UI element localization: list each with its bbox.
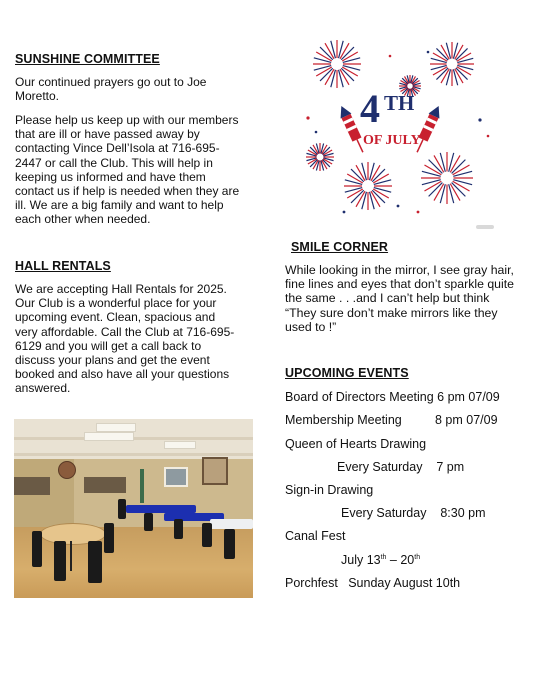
chair — [202, 523, 212, 547]
hall-photo — [14, 419, 253, 598]
event-membership-meeting: Membership Meeting — [285, 413, 402, 427]
ceiling-light — [164, 441, 196, 449]
firework-burst — [313, 40, 361, 88]
text-line: ill. We are a big family and want to help — [15, 198, 224, 213]
chair — [104, 523, 114, 553]
wall-window — [164, 467, 188, 487]
firework-ray — [453, 171, 472, 176]
text-line: keeping us informed and have them — [15, 169, 206, 184]
text-line: 6129 and you will get a call back to — [15, 338, 202, 353]
text-line: Please help us keep up with our members — [15, 113, 239, 127]
firework-ray — [449, 184, 454, 203]
flag-pole — [140, 469, 144, 503]
event-board-meeting: Board of Directors Meeting 6 pm 07/09 — [285, 390, 500, 404]
image-handle — [476, 225, 494, 229]
event-sign-in-drawing: Sign-in Drawing — [285, 483, 374, 497]
text-line: answered. — [15, 381, 71, 396]
wall-clock — [58, 461, 76, 479]
firework-ray — [449, 153, 454, 172]
smile-corner-heading: SMILE CORNER — [291, 240, 389, 254]
date-suffix: th — [414, 554, 421, 561]
text-line: We are accepting Hall Rentals for 2025. — [15, 282, 227, 296]
fourth-of-july-graphic — [300, 36, 500, 226]
event-sign-in-schedule: Every Saturday 8:30 pm — [341, 506, 486, 520]
hall-rentals-paragraph — [15, 282, 234, 396]
firework-burst — [306, 143, 334, 171]
firework-ray — [440, 184, 445, 203]
text-line: discuss your plans and get the event — [15, 353, 210, 368]
chair — [118, 499, 126, 519]
firework-ray — [422, 180, 441, 185]
text-line: fine lines and eyes that don’t sparkle quite — [285, 277, 515, 292]
event-membership-time: 8 pm 07/09 — [435, 413, 498, 427]
ceiling-beam — [14, 453, 253, 456]
chair — [88, 541, 102, 583]
firework-burst — [344, 162, 392, 210]
table-leg — [70, 541, 72, 571]
smile-corner-paragraph — [285, 263, 514, 334]
event-canal-fest-dates — [341, 553, 420, 567]
event-queen-of-hearts-schedule: Every Saturday 7 pm — [337, 460, 465, 474]
chair — [144, 513, 153, 531]
firework-burst — [430, 42, 474, 86]
text-line: contact us if help is needed when they are — [15, 184, 240, 199]
chair — [224, 529, 235, 559]
chair — [174, 519, 183, 539]
july-th: TH — [384, 91, 415, 115]
sunshine-heading: SUNSHINE COMMITTEE — [15, 52, 160, 66]
text-line: 2447 or call the Club. This will help in — [15, 155, 213, 170]
hall-rentals-heading: HALL RENTALS — [15, 259, 111, 273]
july-big-number: 4 — [360, 86, 380, 131]
fireworks-illustration — [300, 36, 500, 226]
text-line: contacting Vince Dell’Isola at 716-695- — [15, 141, 220, 156]
text-line: very affordable. Call the Club at 716-695- — [15, 324, 235, 339]
ceiling-light — [84, 432, 134, 441]
text-line: each other when needed. — [15, 212, 151, 227]
chair — [32, 531, 42, 567]
text-line: the same . . .and I can’t help but think — [285, 291, 490, 306]
chair — [54, 541, 66, 581]
sunshine-paragraph-2 — [15, 113, 239, 227]
text-line: used to !” — [285, 319, 337, 334]
wall-shelf — [14, 477, 50, 495]
text-line: While looking in the mirror, I see gray hair, — [285, 263, 514, 277]
event-queen-of-hearts: Queen of Hearts Drawing — [285, 437, 427, 451]
text-line: Our continued prayers go out to Joe — [15, 75, 207, 89]
date-text: July 13 — [341, 553, 381, 567]
text-line: Our Club is a wonderful place for your — [15, 296, 217, 311]
sunshine-paragraph-1 — [15, 75, 206, 103]
white-table — [210, 519, 253, 529]
july-of-july: OF JULY — [363, 133, 421, 148]
event-canal-fest: Canal Fest — [285, 529, 346, 543]
upcoming-events-heading: UPCOMING EVENTS — [285, 366, 409, 380]
firework-ray — [440, 153, 445, 172]
firework-ray — [453, 180, 472, 185]
event-porchfest: Porchfest Sunday August 10th — [285, 576, 461, 590]
wall-shelf — [84, 477, 126, 493]
text-line: “They sure don’t make mirrors like they — [285, 305, 498, 320]
blue-table — [126, 505, 196, 513]
firework-ray — [422, 171, 441, 176]
text-line: upcoming event. Clean, spacious and — [15, 310, 216, 325]
text-line: Moretto. — [15, 89, 60, 104]
firework-burst — [421, 152, 473, 204]
date-suffix: th — [380, 554, 387, 561]
text-line: booked and also have all your questions — [15, 367, 230, 382]
wall-painting — [202, 457, 228, 485]
date-text: – 20 — [386, 553, 415, 567]
text-line: that are ill or have passed away by — [15, 127, 200, 142]
ceiling-light — [96, 423, 136, 432]
